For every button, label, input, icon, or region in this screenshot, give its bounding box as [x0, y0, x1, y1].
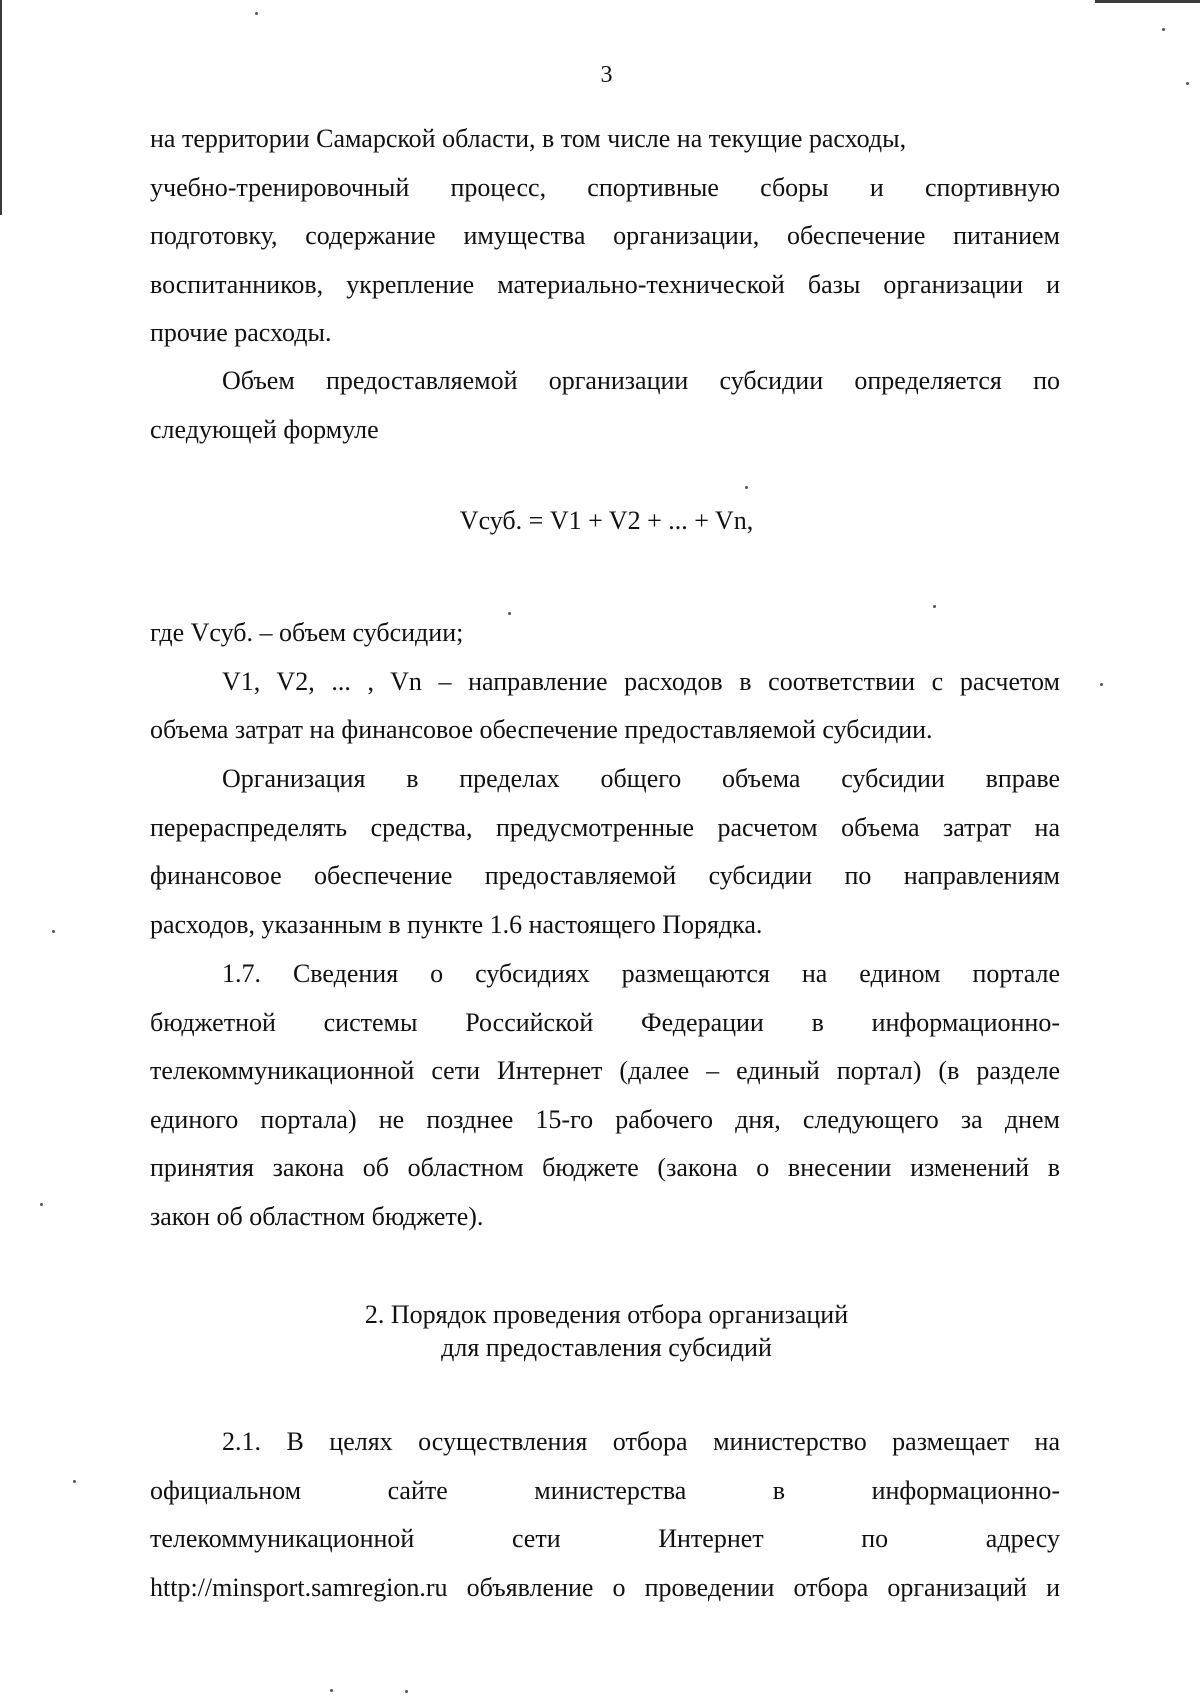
text-line: 2.1. В целях осуществления отбора министерство размещает на — [222, 1427, 1060, 1456]
text-line: закон об областном бюджете). — [150, 1201, 484, 1231]
text-line — [150, 1467, 1060, 1516]
text-line: V1, V2, ... , Vn – направление расходов в соответствии с расчетом — [222, 666, 1060, 696]
text-line: принятия закона об областном бюджете (закона о внесении изменений в — [150, 1153, 1060, 1183]
scan-speck — [40, 1203, 43, 1206]
paragraph-1-7 — [150, 950, 1060, 1242]
text-line: на территории Самарской области, в том числе на текущие расходы, — [150, 124, 907, 153]
text-line: 1.7. Сведения о субсидиях размещаются на едином портале — [222, 959, 1060, 988]
scan-speck — [1100, 683, 1103, 686]
scan-speck — [933, 605, 936, 608]
scan-speck — [73, 1480, 76, 1483]
text-line: телекоммуникационной сети Интернет (далее – единый портал) (в разделе — [150, 1056, 1060, 1086]
section-heading-line: для предоставления субсидий — [441, 1333, 772, 1362]
scan-speck — [405, 1690, 408, 1693]
word: Интернет — [658, 1524, 764, 1554]
section-heading — [0, 1298, 1200, 1364]
scan-speck — [745, 486, 748, 489]
paragraph-expenses — [150, 115, 1060, 358]
word: в — [772, 1475, 786, 1505]
text-line: воспитанников, укрепление материально-технической базы организации и — [150, 269, 1060, 299]
text-line: учебно-тренировочный процесс, спортивные сборы и спортивную — [150, 172, 1060, 202]
text-line: следующей формуле — [150, 414, 379, 444]
text-line: Организация в пределах общего объема субсидии вправе — [222, 764, 1060, 793]
paragraph-redistribution — [150, 755, 1060, 949]
word: адресу — [985, 1524, 1060, 1554]
scan-speck — [255, 12, 258, 15]
text-line: Объем предоставляемой организации субсидии определяется по — [222, 366, 1060, 395]
text-line: финансовое обеспечение предоставляемой субсидии по направлениям — [150, 861, 1060, 891]
text-line: бюджетной системы Российской Федерации в информационно- — [150, 1007, 1060, 1037]
scan-edge-top-right — [1095, 0, 1200, 3]
word: министерства — [534, 1475, 687, 1505]
word: сайте — [387, 1475, 448, 1505]
section-heading-line: 2. Порядок проведения отбора организаций — [364, 1300, 849, 1329]
scan-speck — [52, 930, 55, 933]
text-line: подготовку, содержание имущества организации, обеспечение питанием — [150, 221, 1060, 251]
word: официальном — [150, 1475, 302, 1505]
paragraph-formula-intro — [150, 357, 1060, 454]
word: сети — [511, 1524, 561, 1554]
paragraph-2-1 — [150, 1418, 1060, 1612]
text-line: перераспределять средства, предусмотренные расчетом объема затрат на — [150, 812, 1060, 842]
scan-edge-left — [0, 0, 2, 215]
word: телекоммуникационной — [150, 1524, 415, 1554]
page-number: 3 — [600, 62, 613, 88]
url-line: http://minsport.samregion.ru объявление о проведении отбора организаций и — [150, 1572, 1060, 1602]
scan-speck — [1162, 28, 1165, 31]
text-line: где Vсуб. – объем субсидии; — [150, 618, 464, 647]
word: по — [861, 1524, 889, 1554]
scan-speck — [330, 1689, 333, 1692]
text-line: расходов, указанным в пункте 1.6 настоящего Порядка. — [150, 909, 763, 939]
text-line: прочие расходы. — [150, 318, 332, 348]
subsidy-formula: Vсуб. = V1 + V2 + ... + Vn, — [459, 506, 754, 535]
word: информационно- — [871, 1475, 1060, 1505]
text-line: единого портала) не позднее 15-го рабочего дня, следующего за днем — [150, 1104, 1060, 1134]
text-line: объема затрат на финансовое обеспечение предоставляемой субсидии. — [150, 715, 933, 745]
text-line — [150, 1515, 1060, 1564]
formula-definitions — [150, 609, 1060, 755]
